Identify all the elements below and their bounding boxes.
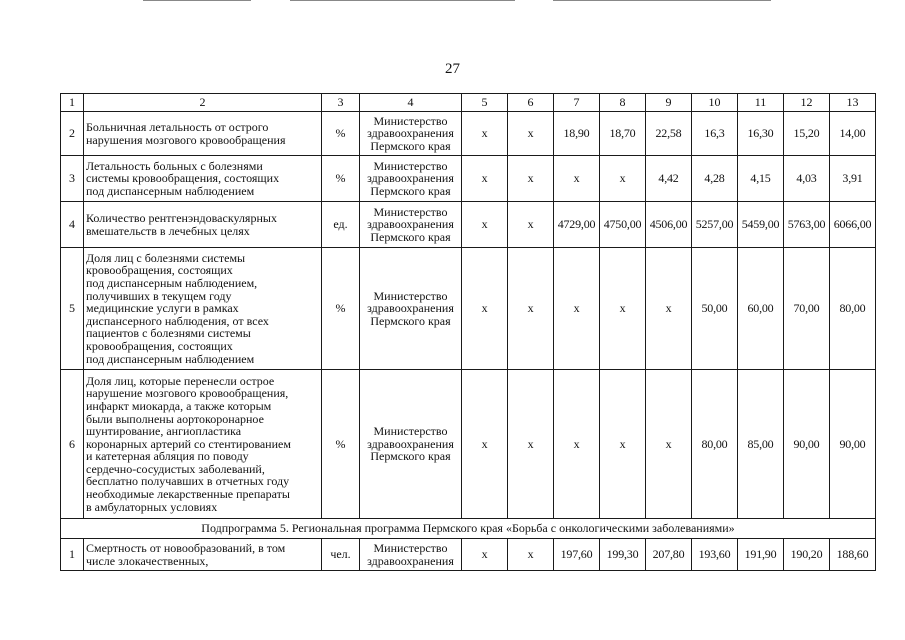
row-number: 2 <box>61 112 84 156</box>
responsible-body-line: Министерство <box>373 540 448 555</box>
header-cell: 7 <box>554 94 600 112</box>
indicator-name <box>84 248 322 370</box>
value-cell: 16,3 <box>692 112 738 156</box>
row-number: 3 <box>61 156 84 202</box>
responsible-body-line: Министерство <box>373 288 448 303</box>
responsible-body-line: здравоохранения <box>367 301 454 316</box>
header-cell: 8 <box>600 94 646 112</box>
value-cell: х <box>508 112 554 156</box>
responsible-body <box>360 539 462 571</box>
indicator-name-line: инфаркт миокарда, а также которым <box>86 398 272 413</box>
indicator-name-line: диспансерного наблюдения, от всех <box>86 313 269 328</box>
header-cell: 13 <box>830 94 876 112</box>
indicator-name-line: пациентов с болезнями системы <box>86 326 251 341</box>
value-cell: 5763,00 <box>784 202 830 248</box>
indicator-name-line: числе злокачественных, <box>86 553 209 568</box>
indicator-name-line: Количество рентгенэндоваскулярных <box>86 210 277 225</box>
indicator-name <box>84 112 322 156</box>
row-number: 6 <box>61 370 84 519</box>
table-row <box>61 202 876 248</box>
value-cell: х <box>600 248 646 370</box>
unit: % <box>322 370 360 519</box>
indicator-name-line: бесплатно получавших в отчетных году <box>86 474 290 489</box>
value-cell: х <box>508 248 554 370</box>
value-cell: 4,15 <box>738 156 784 202</box>
value-cell: 60,00 <box>738 248 784 370</box>
header-cell: 3 <box>322 94 360 112</box>
indicator-name-line: шунтирование, ангиопластика <box>86 424 242 439</box>
indicator-name-line: под диспансерным наблюдением <box>86 183 255 198</box>
responsible-body <box>360 156 462 202</box>
responsible-body-line: Пермского края <box>370 449 451 464</box>
indicator-name-line: Смертность от новообразований, в том <box>86 540 286 555</box>
value-cell: х <box>462 156 508 202</box>
value-cell: х <box>508 202 554 248</box>
value-cell: 4,03 <box>784 156 830 202</box>
value-cell: х <box>508 156 554 202</box>
value-cell: х <box>508 370 554 519</box>
value-cell: 193,60 <box>692 539 738 571</box>
indicator-name-line: получивших в текущем году <box>86 288 232 303</box>
value-cell: 22,58 <box>646 112 692 156</box>
responsible-body-line: Министерство <box>373 113 448 128</box>
indicator-name-line: вмешательств в лечебных целях <box>86 223 250 238</box>
unit: % <box>322 156 360 202</box>
value-cell: 4506,00 <box>646 202 692 248</box>
indicator-name-line: кровообращения, состоящих <box>86 338 233 353</box>
header-cell: 6 <box>508 94 554 112</box>
indicator-name-line: Больничная летальность от острого <box>86 119 269 134</box>
header-row <box>61 94 876 112</box>
value-cell: 16,30 <box>738 112 784 156</box>
table-row <box>61 156 876 202</box>
value-cell: 80,00 <box>830 248 876 370</box>
indicator-name-line: нарушение мозгового кровообращения, <box>86 386 289 401</box>
table-row <box>61 248 876 370</box>
indicators-table <box>60 93 876 571</box>
value-cell: 50,00 <box>692 248 738 370</box>
responsible-body-line: Министерство <box>373 204 448 219</box>
value-cell: 6066,00 <box>830 202 876 248</box>
responsible-body-line: Пермского края <box>370 138 451 153</box>
section-row <box>61 519 876 539</box>
value-cell: 5459,00 <box>738 202 784 248</box>
indicator-name-line: системы кровообращения, состоящих <box>86 171 280 186</box>
indicator-name-line: были выполнены аортокоронарное <box>86 411 264 426</box>
value-cell: х <box>462 112 508 156</box>
value-cell: х <box>462 370 508 519</box>
page-number: 27 <box>445 61 460 77</box>
indicator-name-line: под диспансерным наблюдением <box>86 351 255 366</box>
header-cell: 10 <box>692 94 738 112</box>
responsible-body-line: Пермского края <box>370 313 451 328</box>
section-title: Подпрограмма 5. Региональная программа Пермского края «Борьба с онкологическими заболеваниями» <box>61 519 876 539</box>
header-cell: 1 <box>61 94 84 112</box>
indicator-name-line: Доля лиц с болезнями системы <box>86 250 246 265</box>
value-cell: х <box>646 248 692 370</box>
responsible-body <box>360 370 462 519</box>
header-cell: 9 <box>646 94 692 112</box>
value-cell: 4,28 <box>692 156 738 202</box>
responsible-body <box>360 248 462 370</box>
value-cell: 90,00 <box>784 370 830 519</box>
value-cell: х <box>554 370 600 519</box>
value-cell: 70,00 <box>784 248 830 370</box>
value-cell: 80,00 <box>692 370 738 519</box>
indicator-name-line: Летальность больных с болезнями <box>86 158 263 173</box>
value-cell: 4,42 <box>646 156 692 202</box>
indicator-name <box>84 370 322 519</box>
scan-top-rule-middle <box>290 0 515 1</box>
indicator-name <box>84 156 322 202</box>
header-cell: 12 <box>784 94 830 112</box>
value-cell: х <box>508 539 554 571</box>
value-cell: х <box>462 202 508 248</box>
value-cell: 190,20 <box>784 539 830 571</box>
table-row <box>61 112 876 156</box>
unit: ед. <box>322 202 360 248</box>
indicator-name <box>84 202 322 248</box>
value-cell: х <box>600 370 646 519</box>
responsible-body-line: здравоохранения <box>367 126 454 141</box>
value-cell: 85,00 <box>738 370 784 519</box>
unit: чел. <box>322 539 360 571</box>
value-cell: 90,00 <box>830 370 876 519</box>
indicator-name-line: медицинские услуги в рамках <box>86 301 239 316</box>
header-cell: 2 <box>84 94 322 112</box>
value-cell: 18,90 <box>554 112 600 156</box>
value-cell: 199,30 <box>600 539 646 571</box>
responsible-body-line: здравоохранения <box>367 217 454 232</box>
indicator-name <box>84 539 322 571</box>
value-cell: 5257,00 <box>692 202 738 248</box>
value-cell: 15,20 <box>784 112 830 156</box>
value-cell: х <box>554 156 600 202</box>
responsible-body-line: Министерство <box>373 158 448 173</box>
unit: % <box>322 112 360 156</box>
indicator-name-line: под диспансерным наблюдением, <box>86 276 258 291</box>
responsible-body-line: Пермского края <box>370 229 451 244</box>
indicator-name-line: коронарных артерий со стентированием <box>86 436 291 451</box>
indicator-name-line: кровообращения, состоящих <box>86 263 233 278</box>
indicator-name-line: необходимые лекарственные препараты <box>86 487 290 502</box>
header-cell: 4 <box>360 94 462 112</box>
indicator-name-line: сердечно-сосудистых заболеваний, <box>86 461 265 476</box>
header-cell: 5 <box>462 94 508 112</box>
responsible-body-line: здравоохранения <box>367 553 454 568</box>
indicator-name-line: и катетерная абляция по поводу <box>86 449 249 464</box>
scan-top-rule-right <box>553 0 771 1</box>
value-cell: 3,91 <box>830 156 876 202</box>
indicator-name-line: нарушения мозгового кровообращения <box>86 132 286 147</box>
indicator-name-line: Доля лиц, которые перенесли острое <box>86 373 275 388</box>
value-cell: х <box>600 156 646 202</box>
row-number: 1 <box>61 539 84 571</box>
responsible-body-line: здравоохранения <box>367 171 454 186</box>
value-cell: х <box>554 248 600 370</box>
row-number: 5 <box>61 248 84 370</box>
table-row <box>61 539 876 571</box>
header-cell: 11 <box>738 94 784 112</box>
responsible-body-line: Министерство <box>373 424 448 439</box>
value-cell: 4750,00 <box>600 202 646 248</box>
value-cell: х <box>646 370 692 519</box>
row-number: 4 <box>61 202 84 248</box>
scan-top-rule-left <box>143 0 251 1</box>
value-cell: х <box>462 539 508 571</box>
responsible-body-line: здравоохранения <box>367 436 454 451</box>
indicator-name-line: в амбулаторных условиях <box>86 499 218 514</box>
value-cell: х <box>462 248 508 370</box>
unit: % <box>322 248 360 370</box>
value-cell: 4729,00 <box>554 202 600 248</box>
responsible-body-line: Пермского края <box>370 183 451 198</box>
value-cell: 14,00 <box>830 112 876 156</box>
table-row <box>61 370 876 519</box>
value-cell: 207,80 <box>646 539 692 571</box>
responsible-body <box>360 202 462 248</box>
value-cell: 191,90 <box>738 539 784 571</box>
responsible-body <box>360 112 462 156</box>
value-cell: 18,70 <box>600 112 646 156</box>
value-cell: 197,60 <box>554 539 600 571</box>
value-cell: 188,60 <box>830 539 876 571</box>
